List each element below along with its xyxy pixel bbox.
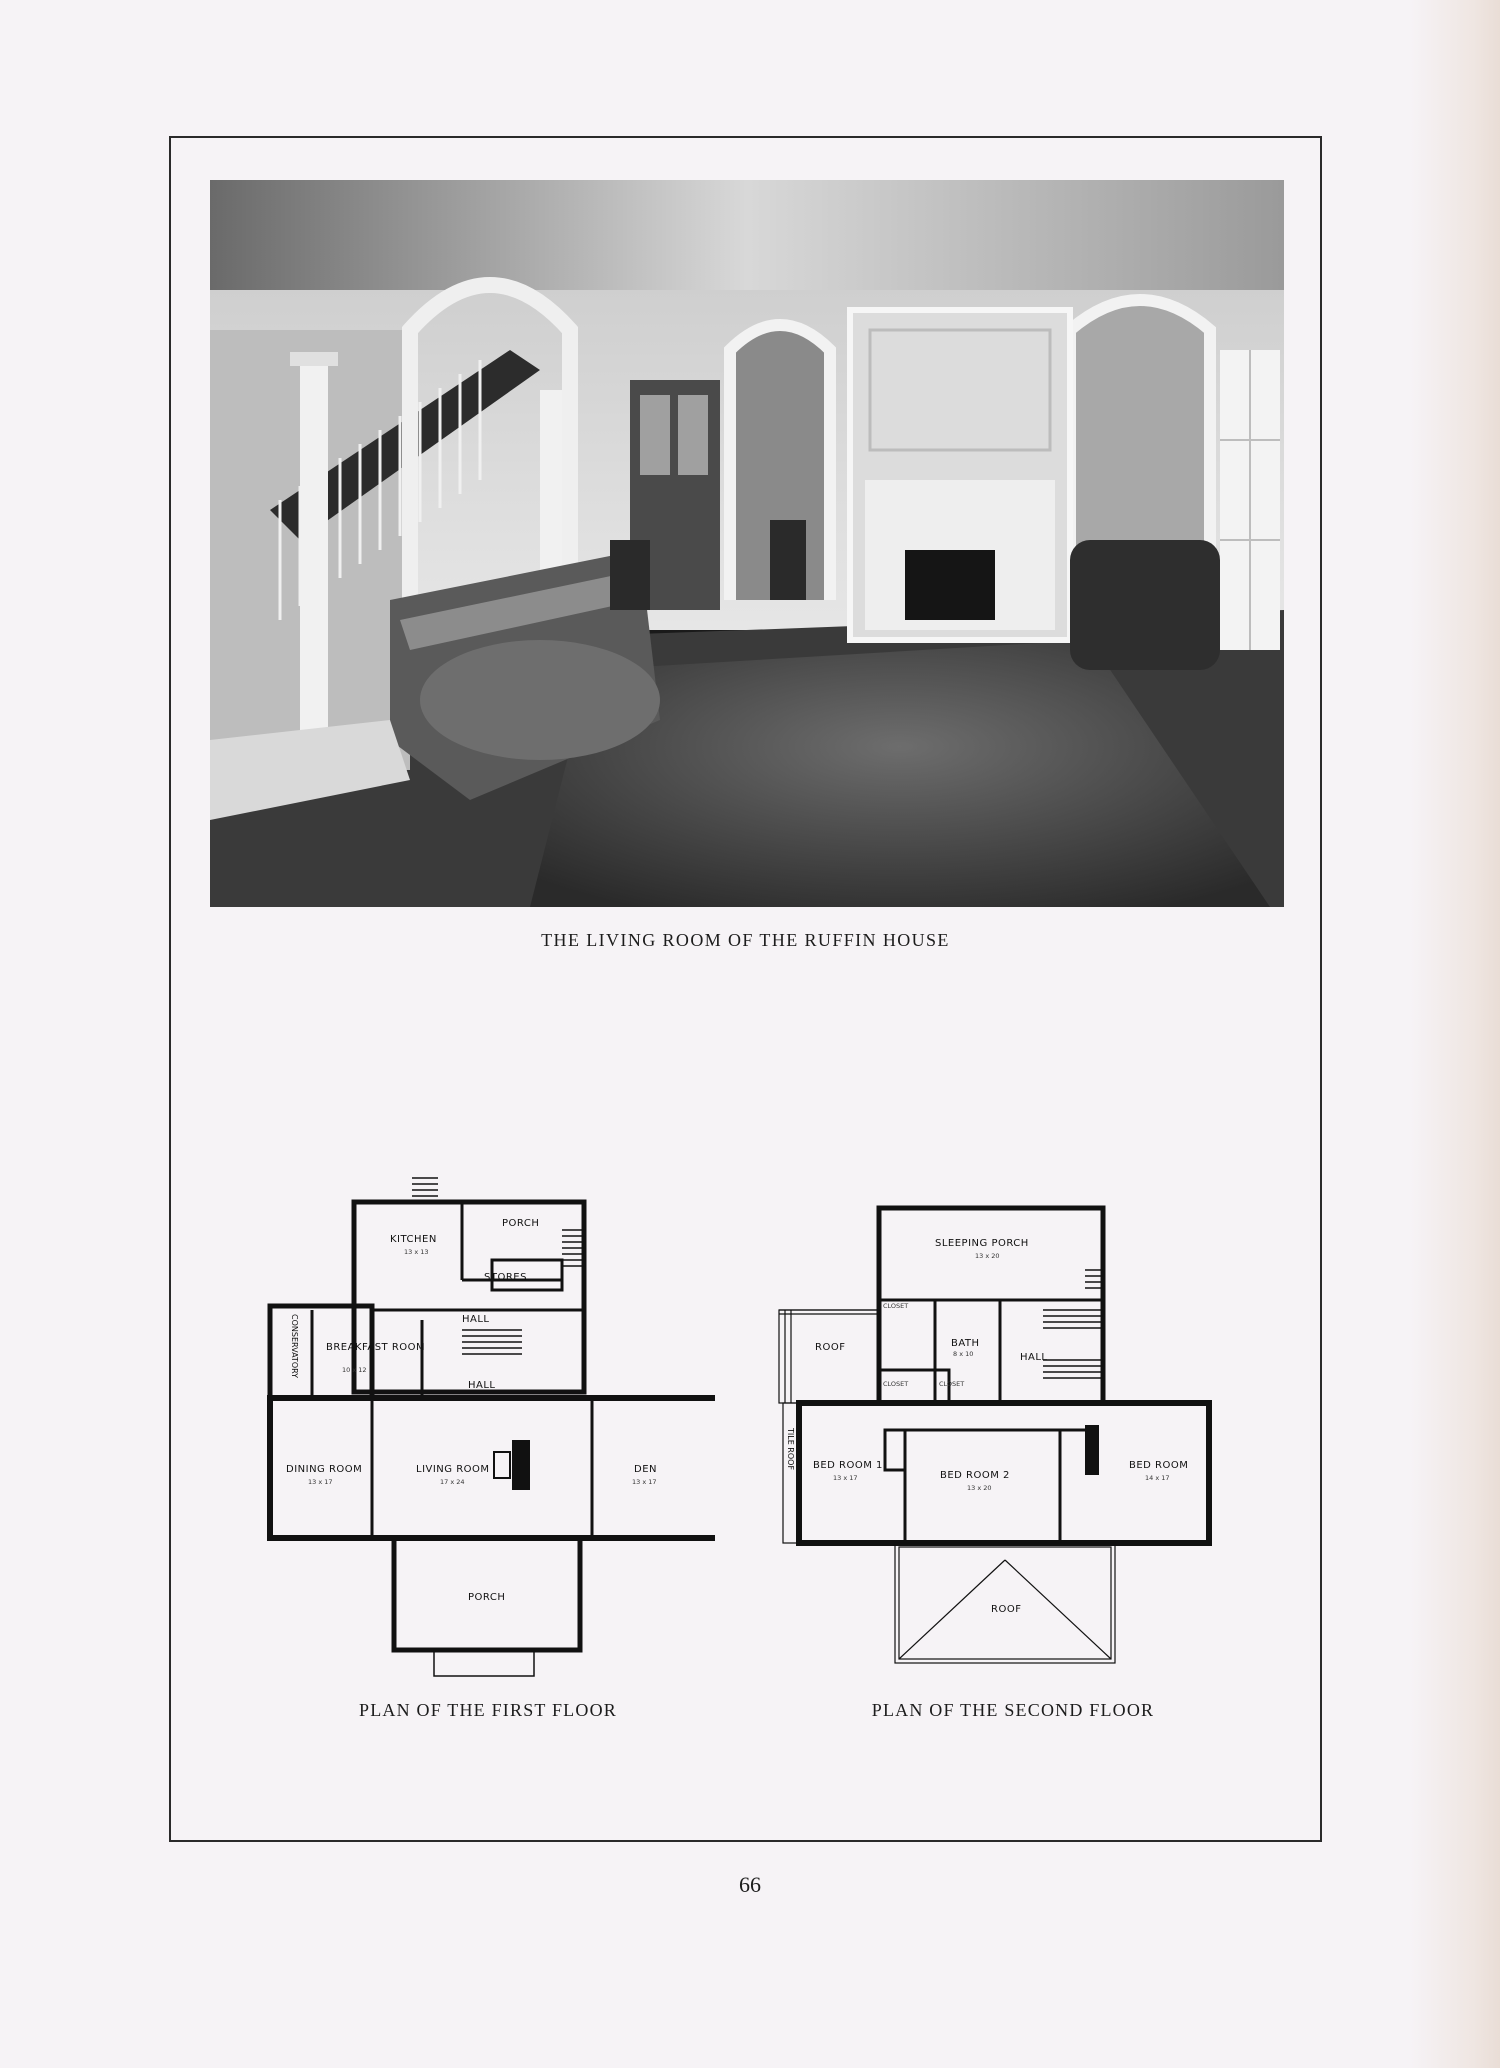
fp-dining: DINING ROOM bbox=[286, 1464, 363, 1475]
fp-porch-rear: PORCH bbox=[502, 1218, 540, 1229]
fp-porch-front: PORCH bbox=[468, 1592, 506, 1603]
second-floor-caption: PLAN OF THE SECOND FLOOR bbox=[871, 1700, 1155, 1720]
fp-den: DEN bbox=[634, 1464, 657, 1475]
fp-conservatory: CONSERVATORY bbox=[290, 1314, 299, 1379]
sp-sleeping-porch: SLEEPING PORCH bbox=[935, 1238, 1029, 1249]
fp-living: LIVING ROOM bbox=[416, 1464, 490, 1475]
fp-den-size: 13 x 17 bbox=[632, 1478, 657, 1486]
photo-caption: THE LIVING ROOM OF THE RUFFIN HOUSE bbox=[541, 930, 950, 950]
page-number: 66 bbox=[739, 1872, 761, 1897]
page-edge-shading bbox=[1410, 0, 1500, 2068]
sp-bed1: BED ROOM 1 bbox=[813, 1460, 883, 1471]
living-room-photograph bbox=[210, 180, 1284, 907]
sp-roof-left: ROOF bbox=[815, 1342, 846, 1353]
sp-bed2: BED ROOM 2 bbox=[940, 1470, 1010, 1481]
sp-tile-roof: TILE ROOF bbox=[786, 1428, 795, 1471]
fp-breakfast-size: 10 x 12 bbox=[342, 1366, 367, 1374]
fp-hall-upper: HALL bbox=[462, 1314, 490, 1325]
sp-closet-c: CLOSET bbox=[939, 1380, 965, 1388]
fp-living-size: 17 x 24 bbox=[440, 1478, 465, 1486]
sp-roof-front: ROOF bbox=[991, 1604, 1022, 1615]
sp-bed2-size: 13 x 20 bbox=[967, 1484, 992, 1492]
sp-bed1-size: 13 x 17 bbox=[833, 1474, 858, 1482]
fp-dining-size: 13 x 17 bbox=[308, 1478, 333, 1486]
fp-stores: STORES bbox=[484, 1272, 527, 1283]
sp-bath-size: 8 x 10 bbox=[953, 1350, 974, 1358]
first-floor-plan bbox=[262, 1170, 715, 1680]
sp-bed3: BED ROOM bbox=[1129, 1460, 1189, 1471]
fp-breakfast: BREAKFAST ROOM bbox=[326, 1342, 426, 1353]
first-floor-caption: PLAN OF THE FIRST FLOOR bbox=[359, 1700, 617, 1720]
sp-sleeping-porch-size: 13 x 20 bbox=[975, 1252, 1000, 1260]
sp-hall: HALL bbox=[1020, 1352, 1048, 1363]
sp-bed3-size: 14 x 17 bbox=[1145, 1474, 1170, 1482]
second-floor-plan bbox=[775, 1200, 1235, 1682]
fp-hall-lower: HALL bbox=[468, 1380, 496, 1391]
fp-kitchen-size: 13 x 13 bbox=[404, 1248, 429, 1256]
sp-closet-b: CLOSET bbox=[883, 1380, 909, 1388]
sp-bath: BATH bbox=[951, 1338, 980, 1349]
sp-closet-a: CLOSET bbox=[883, 1302, 909, 1310]
fp-kitchen: KITCHEN bbox=[390, 1234, 437, 1245]
